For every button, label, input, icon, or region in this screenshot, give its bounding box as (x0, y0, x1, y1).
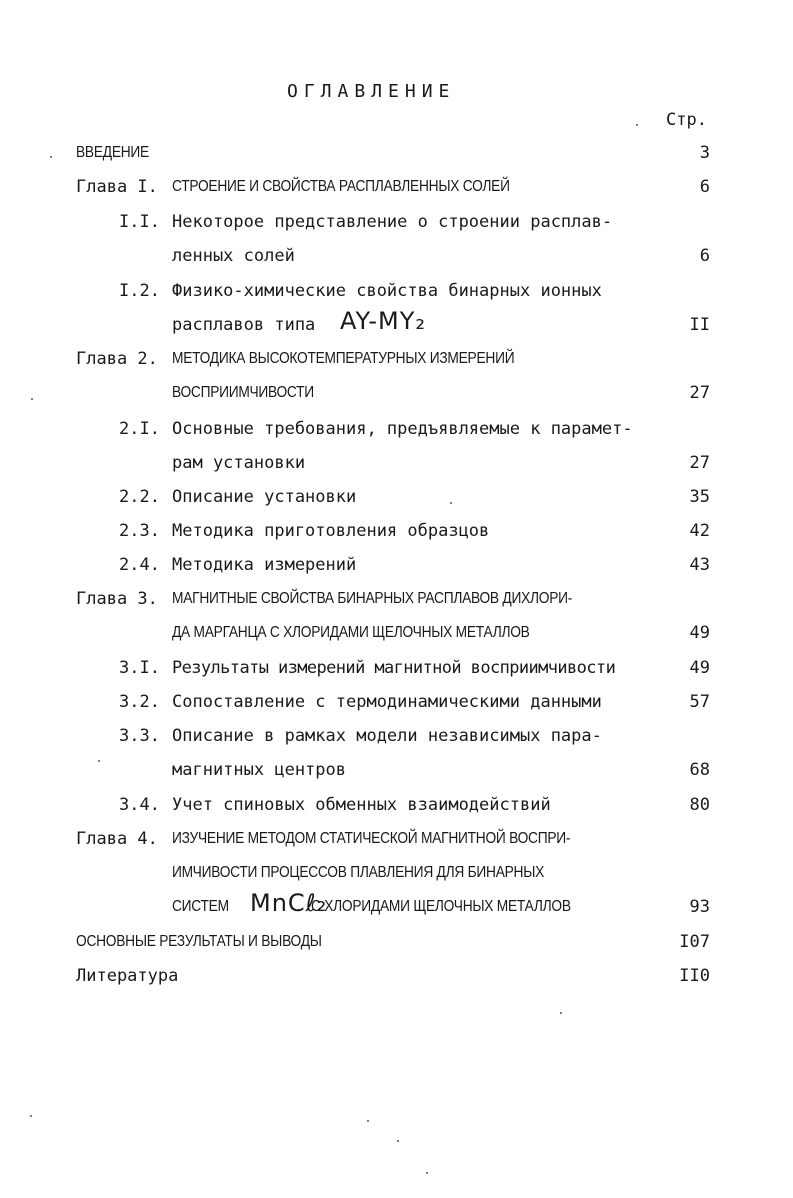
scan-speck (560, 1012, 562, 1014)
toc-section-number: I.I. (119, 212, 160, 232)
toc-section-title: Учет спиновых обменных взаимодействий (172, 795, 551, 815)
toc-page-number: 49 (689, 658, 710, 678)
toc-section-title: Методика измерений (172, 555, 357, 575)
toc-chapter-title-cont: С ХЛОРИДАМИ ЩЕЛОЧНЫХ МЕТАЛЛОВ (311, 898, 571, 915)
toc-page-number: 6 (699, 177, 710, 197)
handwritten-formula: AY-MY₂ (340, 307, 427, 335)
toc-section-title: Физико-химические свойства бинарных ионных (172, 281, 602, 301)
toc-conclusions: ОСНОВНЫЕ РЕЗУЛЬТАТЫ И ВЫВОДЫ (76, 933, 322, 950)
toc-section-title: Результаты измерений магнитной восприимчивости (172, 658, 616, 678)
scan-speck (30, 1115, 32, 1117)
toc-page-number: 57 (689, 692, 710, 712)
toc-section-title: Сопоставление с термодинамическими данными (172, 692, 602, 712)
toc-chapter-title-cont: СИСТЕМ (172, 898, 229, 915)
page-column-header: Стр. (666, 110, 707, 130)
toc-section-title: Основные требования, предъявляемые к парамет- (172, 419, 633, 439)
toc-section-number: 3.2. (119, 692, 160, 712)
toc-section-number: 2.2. (119, 487, 160, 507)
toc-section-number: 3.4. (119, 795, 160, 815)
toc-section-number: 2.3. (119, 521, 160, 541)
toc-chapter-number: Глава 2. (76, 349, 158, 369)
toc-section-number: 3.I. (119, 658, 160, 678)
toc-chapter-number: Глава I. (76, 177, 158, 197)
toc-section-number: 2.I. (119, 419, 160, 439)
toc-introduction: ВВЕДЕНИЕ (76, 144, 149, 161)
toc-page-number: 68 (689, 760, 710, 780)
toc-section-number: 3.3. (119, 726, 160, 746)
toc-page-number: 93 (689, 897, 710, 917)
page-title: ОГЛАВЛЕНИЕ (287, 81, 456, 102)
toc-chapter-title: ИЗУЧЕНИЕ МЕТОДОМ СТАТИЧЕСКОЙ МАГНИТНОЙ ВОСПРИ- (172, 830, 571, 847)
toc-chapter-title: СТРОЕНИЕ И СВОЙСТВА РАСПЛАВЛЕННЫХ СОЛЕЙ (172, 178, 510, 195)
toc-page-number: 80 (689, 795, 710, 815)
toc-references: Литература (76, 966, 179, 986)
toc-section-title-cont: ленных солей (172, 246, 295, 266)
toc-section-title-cont: рам установки (172, 453, 306, 473)
toc-chapter-title-cont: ВОСПРИИМЧИВОСТИ (172, 384, 314, 401)
scan-speck (31, 398, 33, 400)
toc-page-number: 27 (689, 383, 710, 403)
toc-page-number: II (689, 315, 710, 335)
toc-page-number: 6 (699, 246, 710, 266)
toc-chapter-number: Глава 4. (76, 829, 158, 849)
scan-speck (98, 760, 100, 762)
toc-section-number: 2.4. (119, 555, 160, 575)
scan-speck (367, 1120, 369, 1122)
handwritten-formula: MnCℓ₂ (250, 889, 328, 917)
scan-speck (50, 156, 52, 158)
toc-page-number: 42 (689, 521, 710, 541)
scan-speck (450, 502, 452, 504)
toc-chapter-number: Глава 3. (76, 589, 158, 609)
toc-page-number: II0 (679, 966, 710, 986)
scan-speck (636, 124, 638, 126)
scan-speck (426, 1172, 428, 1174)
toc-section-title: Описание в рамках модели независимых пара- (172, 726, 602, 746)
toc-page-number: 3 (699, 143, 710, 163)
toc-page-number: 49 (689, 623, 710, 643)
toc-page-number: 27 (689, 453, 710, 473)
toc-section-title: Некоторое представление о строении расплав- (172, 212, 613, 232)
toc-section-title-cont: магнитных центров (172, 760, 346, 780)
toc-chapter-title-cont: ДА МАРГАНЦА С ХЛОРИДАМИ ЩЕЛОЧНЫХ МЕТАЛЛОВ (172, 624, 530, 641)
toc-chapter-title: МЕТОДИКА ВЫСОКОТЕМПЕРАТУРНЫХ ИЗМЕРЕНИЙ (172, 350, 515, 367)
scan-speck (397, 1140, 399, 1142)
toc-section-title: Методика приготовления образцов (172, 521, 490, 541)
toc-section-number: I.2. (119, 281, 160, 301)
toc-section-title: Описание установки (172, 487, 357, 507)
toc-page-number: 43 (689, 555, 710, 575)
toc-page-number: 35 (689, 487, 710, 507)
toc-page-number: I07 (679, 932, 710, 952)
toc-chapter-title-cont: ИМЧИВОСТИ ПРОЦЕССОВ ПЛАВЛЕНИЯ ДЛЯ БИНАРНЫХ (172, 864, 545, 881)
toc-section-title-cont: расплавов типа (172, 315, 316, 335)
toc-chapter-title: МАГНИТНЫЕ СВОЙСТВА БИНАРНЫХ РАСПЛАВОВ ДИХЛОРИ- (172, 590, 573, 607)
